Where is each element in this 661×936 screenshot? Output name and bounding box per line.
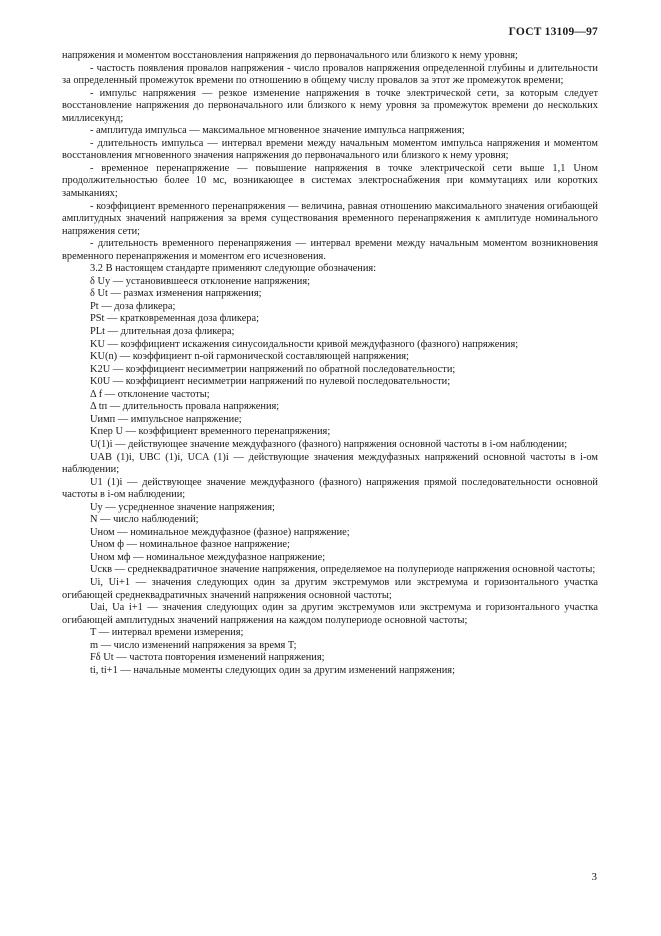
symbol-definition: KU — коэффициент искажения синусоидальности кривой междуфазного (фазного) напряжения; [90,338,519,350]
symbol-definition: Δ tп — длительность провала напряжения; [90,401,280,413]
symbol-definition: K0U — коэффициент несимметрии напряжений по нулевой последовательности; [90,376,451,388]
symbol-definition: T — интервал времени измерения; [90,627,244,639]
symbol-definition: δ Ut — размах изменения напряжения; [90,288,262,300]
symbol-definition: Δ f — отклонение частоты; [90,388,210,400]
symbol-definition: Ui, Ui+1 — значения следующих один за другим экстремумов или экстремума и горизонтального участка огибающей среднеквадратичных значений напряжения основной частоты; [62,576,598,601]
section-heading: 3.2 В настоящем стандарте применяют следующие обозначения: [90,263,377,275]
symbol-definition: δ Uy — установившееся отклонение напряжения; [90,275,311,287]
page-header: ГОСТ 13109—97 [508,26,598,38]
symbol-definition: U(1)i — действующее значение междуфазного (фазного) напряжения основной частоты в i-ом наблюдении; [90,438,568,450]
symbol-definition: PSt — кратковременная доза фликера; [90,313,259,325]
paragraph: - коэффициент временного перенапряжения — величина, равная отношению максимального значения огибающей амплитудных значений напряжения за время существования временного перенапряжения к амплитуде номинального напряжения сети; [62,200,598,237]
paragraph: - длительность временного перенапряжения — интервал времени между начальным моментом возникновения временного перенапряжения и моментом его исчезновения. [62,238,598,262]
symbol-definition: Uимп — импульсное напряжение; [90,413,242,425]
symbol-definition: Uскв — среднеквадратичное значение напряжения, определяемое на полупериоде напряжения основной частоты; [90,564,596,576]
paragraph: - частость появления провалов напряжения - число провалов напряжения определенной глубины и длительности за определенный промежуток времени по отношению в общему числу провалов за этот же промежуток времени; [62,62,598,87]
symbol-definition: Fδ Ut — частота повторения изменений напряжения; [90,652,325,664]
symbol-definition: Uy — усредненное значение напряжения; [90,501,275,513]
symbol-definition: ti, ti+1 — начальные моменты следующих один за другим изменений напряжения; [90,664,455,676]
paragraph: напряжения и моментом восстановления напряжения до первоначального или близкого к нему уровня; [62,50,518,61]
page-number: 3 [591,871,597,883]
symbol-definition: N — число наблюдений; [90,514,199,526]
paragraph: - импульс напряжения — резкое изменение напряжения в точке электрической сети, за которым следует восстановление напряжения до первоначального или близкого к нему уровня за промежуток времени до нескольких миллисекунд; [62,87,598,124]
symbol-definition: U1 (1)i — действующее значение междуфазного (фазного) напряжения прямой последовательности основной частоты в i-ом наблюдении; [62,476,598,501]
symbol-definition: Kпер U — коэффициент временного перенапряжения; [90,426,331,438]
paragraph: - длительность импульса — интервал времени между начальным моментом импульса напряжения и моментом восстановления мгновенного значения напряжения до первоначального или близкого к нему уровня; [62,137,598,162]
symbol-definition: Uном мф — номинальное междуфазное напряжение; [90,551,326,563]
symbol-definition: m — число изменений напряжения за время T; [90,639,297,651]
page-content [62,50,598,677]
paragraph: - временное перенапряжение — повышение напряжения в точке электрической сети выше 1,1 Uном продолжительностью более 10 мс, возникающее в системах электроснабжения при коммутациях или коротких замыканиях; [62,162,598,200]
symbol-definition: KU(n) — коэффициент n-ой гармонической составляющей напряжения; [90,351,409,363]
symbol-definition: Pt — доза фликера; [90,300,176,312]
symbol-definition: UAB (1)i, UBC (1)i, UCA (1)i — действующие значения междуфазных напряжений основной частоты в i-ом наблюдении; [62,451,598,476]
symbol-definition: PLt — длительная доза фликера; [90,326,235,338]
symbol-definition: Uai, Ua i+1 — значения следующих один за другим экстремумов или экстремума и горизонтального участка огибающей амплитудных значений напряжения на каждом полупериоде основной частоты; [62,602,598,626]
symbol-definition: Uном ф — номинальное фазное напряжение; [90,539,290,551]
paragraph: - амплитуда импульса — максимальное мгновенное значение импульса напряжения; [90,125,465,137]
symbol-definition: K2U — коэффициент несимметрии напряжений по обратной последовательности; [90,363,456,375]
symbol-definition: Uном — номинальное междуфазное (фазное) напряжение; [90,526,350,538]
